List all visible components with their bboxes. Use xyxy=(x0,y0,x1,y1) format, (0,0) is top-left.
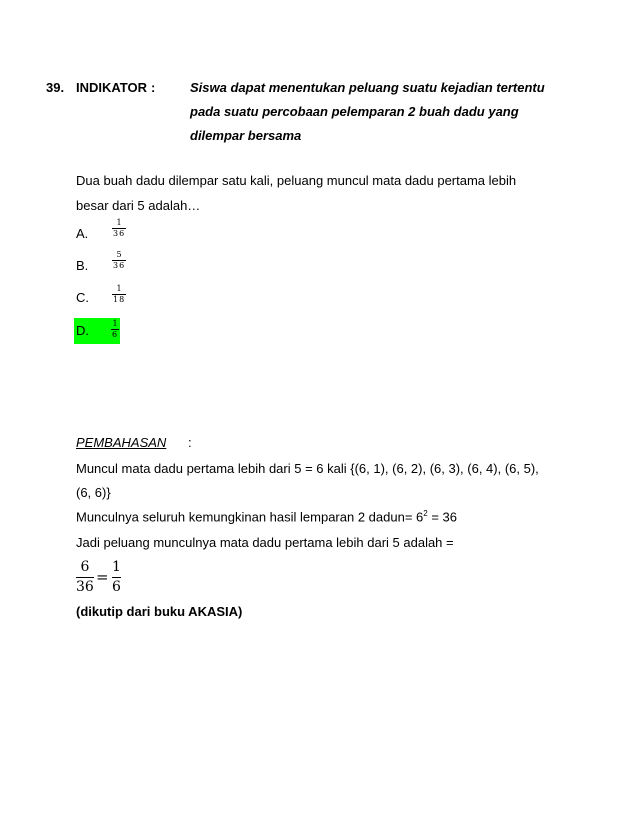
discussion-colon: : xyxy=(188,435,192,450)
option-a-letter: A. xyxy=(76,226,89,241)
discussion-line-3 xyxy=(76,509,457,524)
option-c-numerator: 1 xyxy=(116,284,122,293)
fraction-bar xyxy=(76,577,94,578)
result-left-numerator: 6 xyxy=(80,559,90,575)
indicator-label: INDIKATOR xyxy=(76,80,148,95)
discussion-line-4: Jadi peluang munculnya mata dadu pertama lebih dari 5 adalah = xyxy=(76,535,454,550)
indicator-line-3: dilempar bersama xyxy=(190,128,302,143)
option-c-denominator: 18 xyxy=(113,295,126,304)
option-c-letter: C. xyxy=(76,290,89,305)
result-right-numerator: 1 xyxy=(112,559,121,575)
indicator-line-1: Siswa dapat menentukan peluang suatu kejadian tertentu xyxy=(190,80,545,95)
discussion-title: PEMBAHASAN xyxy=(76,435,167,450)
option-d-denominator: 6 xyxy=(112,330,119,339)
result-right-denominator: 6 xyxy=(112,579,121,595)
discussion-line-3-result: = 36 xyxy=(427,509,457,525)
question-number: 39. xyxy=(46,80,65,95)
option-d-fraction xyxy=(111,319,119,340)
option-b-numerator: 5 xyxy=(116,250,122,259)
option-b-denominator: 36 xyxy=(113,261,126,270)
option-a-fraction xyxy=(112,218,126,239)
option-a-numerator: 1 xyxy=(116,218,122,227)
question-line-1: Dua buah dadu dilempar satu kali, peluang muncul mata dadu pertama lebih xyxy=(76,173,517,188)
result-right-fraction xyxy=(112,559,121,596)
discussion-line-1: Muncul mata dadu pertama lebih dari 5 = 6 kali {(6, 1), (6, 2), (6, 3), (6, 4), (6, 5), xyxy=(76,461,539,476)
option-a-denominator: 36 xyxy=(113,229,126,238)
option-c-fraction xyxy=(112,284,126,305)
indicator-line-2: pada suatu percobaan pelemparan 2 buah dadu yang xyxy=(190,104,519,119)
option-d-numerator: 1 xyxy=(112,319,118,328)
question-line-2: besar dari 5 adalah… xyxy=(76,198,201,213)
option-b-fraction xyxy=(112,250,126,271)
discussion-line-3-text: Munculnya seluruh kemungkinan hasil lemparan 2 dadun= 6 xyxy=(76,509,424,525)
result-equals: = xyxy=(96,568,109,586)
exponent: 2 xyxy=(423,509,428,518)
source-citation: (dikutip dari buku AKASIA) xyxy=(76,604,243,619)
result-left-fraction xyxy=(76,559,94,596)
discussion-line-2: (6, 6)} xyxy=(76,485,111,500)
option-b-letter: B. xyxy=(76,258,89,273)
option-d-letter: D. xyxy=(76,323,89,338)
result-left-denominator: 36 xyxy=(76,579,94,595)
indicator-colon: : xyxy=(151,80,156,95)
fraction-bar xyxy=(112,577,121,578)
